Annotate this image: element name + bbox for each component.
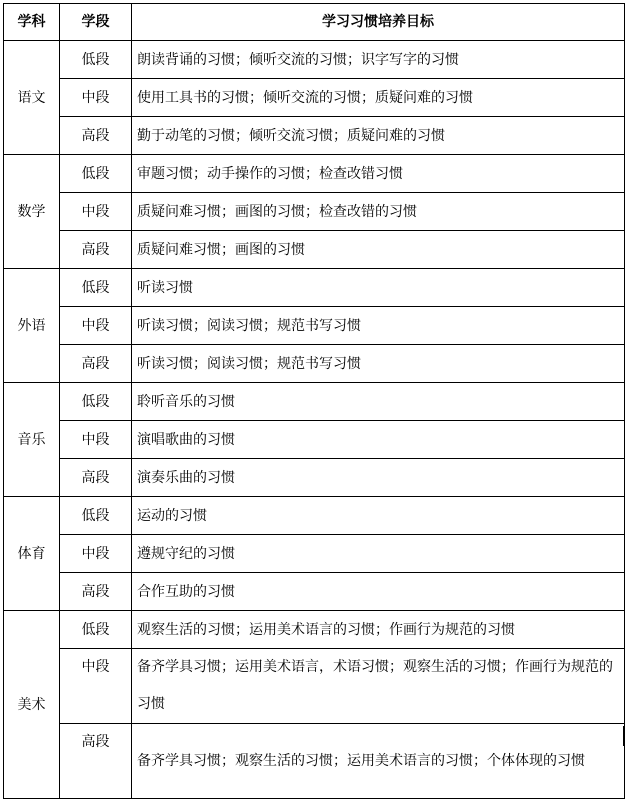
stage-cell: 中段 [60,307,132,345]
table-row [4,459,625,497]
table-row [4,231,625,269]
goal-cell: 观察生活的习惯；运用美术语言的习惯；作画行为规范的习惯 [132,611,625,649]
stage-cell: 低段 [60,383,132,421]
goal-cell: 备齐学具习惯；运用美术语言，术语习惯；观察生活的习惯；作画行为规范的习惯 [132,649,625,724]
goal-cell: 备齐学具习惯；观察生活的习惯；运用美术语言的习惯；个体体现的习惯 [132,724,625,799]
goal-cell: 审题习惯；动手操作的习惯；检查改错习惯 [132,155,625,193]
table-header-row [4,4,625,41]
stage-cell: 低段 [60,269,132,307]
goal-cell: 演唱歌曲的习惯 [132,421,625,459]
stage-cell: 中段 [60,79,132,117]
stage-cell: 低段 [60,155,132,193]
subject-cell: 外语 [4,269,60,383]
goal-cell: 质疑问难习惯；画图的习惯；检查改错的习惯 [132,193,625,231]
table-row [4,79,625,117]
stage-cell: 低段 [60,497,132,535]
learning-habits-table [3,3,625,799]
table-row [4,269,625,307]
table-row [4,573,625,611]
goal-cell: 听读习惯；阅读习惯；规范书写习惯 [132,307,625,345]
table-row [4,117,625,155]
goal-cell: 听读习惯；阅读习惯；规范书写习惯 [132,345,625,383]
table-row [4,535,625,573]
header-subject: 学科 [4,4,60,41]
header-stage: 学段 [60,4,132,41]
goal-cell: 听读习惯 [132,269,625,307]
subject-cell: 数学 [4,155,60,269]
stage-cell: 高段 [60,117,132,155]
subject-cell: 语文 [4,41,60,155]
table-row [4,383,625,421]
table-row [4,155,625,193]
header-goal: 学习习惯培养目标 [132,4,625,41]
table-row [4,611,625,649]
stage-cell: 中段 [60,535,132,573]
goal-cell: 演奏乐曲的习惯 [132,459,625,497]
stage-cell: 高段 [60,459,132,497]
border-mark [623,726,625,746]
subject-cell: 音乐 [4,383,60,497]
table-row [4,345,625,383]
table-row [4,497,625,535]
table-row [4,41,625,79]
goal-cell: 勤于动笔的习惯；倾听交流习惯；质疑问难的习惯 [132,117,625,155]
goal-cell: 运动的习惯 [132,497,625,535]
stage-cell: 高段 [60,231,132,269]
subject-cell: 美术 [4,611,60,799]
stage-cell: 高段 [60,573,132,611]
table-row [4,421,625,459]
stage-cell: 低段 [60,611,132,649]
goal-cell: 聆听音乐的习惯 [132,383,625,421]
stage-cell: 低段 [60,41,132,79]
goal-cell: 质疑问难习惯；画图的习惯 [132,231,625,269]
goal-cell: 合作互助的习惯 [132,573,625,611]
stage-cell: 高段 [60,345,132,383]
goal-cell: 朗读背诵的习惯；倾听交流的习惯；识字写字的习惯 [132,41,625,79]
table-row [4,724,625,799]
table-row [4,193,625,231]
goal-cell: 遵规守纪的习惯 [132,535,625,573]
stage-cell: 高段 [60,724,132,799]
goal-cell: 使用工具书的习惯；倾听交流的习惯；质疑问难的习惯 [132,79,625,117]
stage-cell: 中段 [60,193,132,231]
stage-cell: 中段 [60,649,132,724]
stage-cell: 中段 [60,421,132,459]
subject-cell: 体育 [4,497,60,611]
table-row [4,307,625,345]
table-row [4,649,625,724]
